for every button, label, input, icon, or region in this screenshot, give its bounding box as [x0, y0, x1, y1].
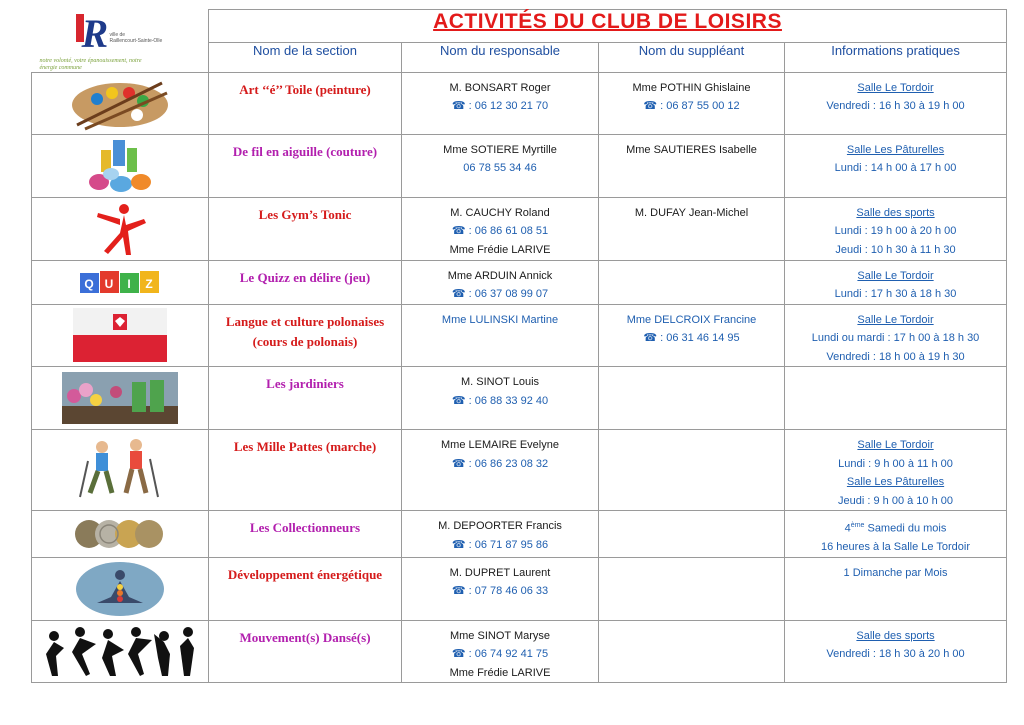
responsible-cell	[402, 367, 599, 430]
venue-link[interactable]: Salle Les Pâturelles	[846, 143, 945, 156]
phone-number: ☎ : 06 87 55 00 12	[643, 100, 740, 112]
venue-link[interactable]: Salle Le Tordoir	[857, 269, 934, 282]
deputy-name: Mme SAUTIERES Isabelle	[626, 143, 757, 156]
schedule-text: 4ème Samedi du mois	[844, 522, 947, 535]
responsible-cell	[402, 304, 599, 367]
activity-image-cell	[32, 260, 209, 304]
responsible-name: M. CAUCHY Roland	[450, 206, 550, 219]
venue-link[interactable]: Salle Le Tordoir	[857, 439, 934, 451]
phone-number: ☎ : 06 88 33 92 40	[451, 394, 549, 407]
schedule-text: 1 Dimanche par Mois	[843, 566, 948, 579]
activity-row	[32, 260, 1007, 304]
practical-info-cell	[785, 134, 1007, 197]
dancers-silhouettes-image	[32, 621, 208, 683]
section-name-cell	[209, 430, 402, 511]
deputy-cell	[599, 260, 785, 304]
section-name: Mouvement(s) Dansé(s)	[239, 629, 371, 645]
svg-text:U: U	[104, 277, 114, 291]
schedule-text: Vendredi : 18 h 30 à 20 h 00	[826, 648, 965, 661]
section-name: Langue et culture polonaises	[225, 313, 385, 329]
phone-number: ☎ : 06 86 61 08 51	[451, 225, 549, 237]
phone-number: ☎ : 06 37 08 99 07	[451, 288, 549, 300]
responsible-cell	[402, 197, 599, 260]
responsible-name: M. DUPRET Laurent	[449, 566, 551, 579]
practical-info-cell	[785, 304, 1007, 367]
responsible-name: Mme SINOT Maryse	[449, 629, 551, 642]
responsible-name: M. BONSART Roger	[449, 81, 551, 94]
deputy-name: Mme POTHIN Ghislaine	[632, 81, 751, 94]
logo-tagline: notre volonté, votre épanouissement, notre énergie commune	[39, 57, 142, 71]
phone-number: ☎ : 06 12 30 21 70	[451, 100, 549, 112]
section-name: Les Gym’s Tonic	[258, 206, 352, 222]
activity-image-cell	[32, 557, 209, 620]
phone-number: ☎ : 06 31 46 14 95	[643, 332, 740, 344]
svg-text:Z: Z	[145, 277, 153, 291]
quiz-cubes-image	[32, 261, 208, 304]
schedule-text: Jeudi : 10 h 30 à 11 h 30	[835, 243, 956, 256]
deputy-cell	[599, 620, 785, 683]
phone-number: ☎ : 07 78 46 06 33	[451, 585, 549, 598]
section-name: Les Mille Pattes (marche)	[233, 439, 377, 454]
activity-image-cell	[32, 72, 209, 134]
svg-text:Q: Q	[84, 277, 94, 291]
responsible-name: Mme SOTIERE Myrtille	[443, 143, 557, 156]
venue-link[interactable]: Salle Le Tordoir	[857, 81, 934, 94]
section-name: Les jardiniers	[266, 376, 344, 391]
activity-image-cell	[32, 304, 209, 367]
header-responsible: Nom du responsable	[402, 42, 599, 72]
activity-image-cell	[32, 134, 209, 197]
responsible-cell	[402, 260, 599, 304]
activity-row	[32, 511, 1007, 558]
responsible-name: Mme Frédie LARIVE	[449, 243, 551, 256]
schedule-text: Vendredi : 18 h 00 à 19 h 30	[826, 350, 965, 363]
deputy-cell	[599, 430, 785, 511]
section-name: (cours de polonais)	[252, 333, 358, 349]
garden-boots-flowers-image	[32, 367, 208, 429]
schedule-text: Lundi : 19 h 00 à 20 h 00	[834, 225, 957, 237]
activity-image-cell	[32, 430, 209, 511]
meditation-image	[32, 558, 208, 620]
schedule-text: Lundi ou mardi : 17 h 00 à 18 h 30	[811, 332, 980, 344]
section-name-cell	[209, 72, 402, 134]
header-section: Nom de la section	[209, 42, 402, 72]
logo-cell	[32, 10, 209, 73]
activity-row	[32, 367, 1007, 430]
coins-image	[32, 511, 208, 557]
page-title: ACTIVITÉS DU CLUB DE LOISIRS	[209, 10, 1007, 43]
schedule-text: Vendredi : 16 h 30 à 19 h 00	[826, 100, 965, 112]
responsible-cell	[402, 511, 599, 558]
deputy-cell	[599, 197, 785, 260]
venue-link[interactable]: Salle des sports	[856, 629, 935, 642]
section-name: Le Quizz en délire (jeu)	[239, 269, 371, 285]
activity-row	[32, 72, 1007, 134]
schedule-text: Jeudi : 9 h 00 à 10 h 00	[838, 494, 954, 507]
section-name-cell	[209, 304, 402, 367]
activities-table	[31, 9, 1007, 683]
sewing-thread-spools-image	[32, 135, 208, 197]
schedule-text: Lundi : 14 h 00 à 17 h 00	[834, 162, 957, 174]
logo-town-name: ville de Raillencourt-Sainte-Olle	[109, 31, 163, 44]
svg-text:I: I	[127, 277, 131, 291]
town-logo: R ville de Raillencourt-Sainte-Olle notre volonté, votre épanouissement, notre énergie commune	[39, 10, 163, 71]
header-info: Informations pratiques	[785, 42, 1007, 72]
schedule-text: Lundi : 17 h 30 à 18 h 30	[834, 288, 957, 300]
gym-silhouette-image	[32, 198, 208, 260]
deputy-cell	[599, 367, 785, 430]
section-name-cell	[209, 134, 402, 197]
responsible-name: M. DEPOORTER Francis	[438, 520, 562, 532]
section-name: Les Collectionneurs	[249, 520, 361, 535]
practical-info-cell	[785, 430, 1007, 511]
venue-link[interactable]: Salle Le Tordoir	[857, 313, 934, 326]
activity-row	[32, 134, 1007, 197]
section-name-cell	[209, 511, 402, 558]
deputy-cell	[599, 557, 785, 620]
activity-image-cell	[32, 511, 209, 558]
schedule-text: 16 heures à la Salle Le Tordoir	[821, 541, 971, 554]
venue-link[interactable]: Salle Les Pâturelles	[846, 476, 945, 488]
deputy-cell	[599, 304, 785, 367]
deputy-name: M. DUFAY Jean-Michel	[634, 206, 749, 219]
section-name: De fil en aiguille (couture)	[232, 143, 378, 159]
section-name-cell	[209, 620, 402, 683]
activity-image-cell	[32, 620, 209, 683]
responsible-cell	[402, 557, 599, 620]
hikers-image	[32, 430, 208, 510]
responsible-name: Mme Frédie LARIVE	[449, 666, 551, 679]
responsible-cell	[402, 134, 599, 197]
phone-number: 06 78 55 34 46	[463, 162, 537, 174]
responsible-name: Mme LEMAIRE Evelyne	[441, 439, 559, 451]
activity-row	[32, 197, 1007, 260]
responsible-cell	[402, 430, 599, 511]
practical-info-cell	[785, 620, 1007, 683]
section-name-cell	[209, 367, 402, 430]
activity-image-cell	[32, 367, 209, 430]
responsible-cell	[402, 72, 599, 134]
practical-info-cell	[785, 260, 1007, 304]
deputy-cell	[599, 134, 785, 197]
practical-info-cell	[785, 72, 1007, 134]
activity-row	[32, 430, 1007, 511]
practical-info-cell	[785, 197, 1007, 260]
practical-info-cell	[785, 557, 1007, 620]
deputy-cell	[599, 511, 785, 558]
section-name-cell	[209, 260, 402, 304]
polish-flag-image	[32, 305, 208, 367]
deputy-name: Mme DELCROIX Francine	[626, 313, 757, 326]
section-name: Développement énergétique	[227, 566, 383, 582]
header-deputy: Nom du suppléant	[599, 42, 785, 72]
activity-image-cell	[32, 197, 209, 260]
practical-info-cell	[785, 367, 1007, 430]
responsible-name: Mme ARDUIN Annick	[447, 269, 553, 282]
paint-palette-image	[32, 73, 208, 134]
phone-number: ☎ : 06 71 87 95 86	[451, 538, 549, 551]
section-name-cell	[209, 557, 402, 620]
phone-number: ☎ : 06 74 92 41 75	[451, 648, 549, 661]
phone-number: ☎ : 06 86 23 08 32	[451, 457, 549, 470]
activity-row	[32, 304, 1007, 367]
venue-link[interactable]: Salle des sports	[856, 206, 935, 219]
deputy-cell	[599, 72, 785, 134]
section-name: Art ‘‘é’’ Toile (peinture)	[239, 81, 371, 97]
responsible-name: Mme LULINSKI Martine	[441, 313, 559, 326]
section-name-cell	[209, 197, 402, 260]
activity-row	[32, 620, 1007, 683]
responsible-name: M. SINOT Louis	[460, 376, 540, 388]
responsible-cell	[402, 620, 599, 683]
activity-row	[32, 557, 1007, 620]
schedule-text: Lundi : 9 h 00 à 11 h 00	[838, 457, 953, 470]
practical-info-cell	[785, 511, 1007, 558]
